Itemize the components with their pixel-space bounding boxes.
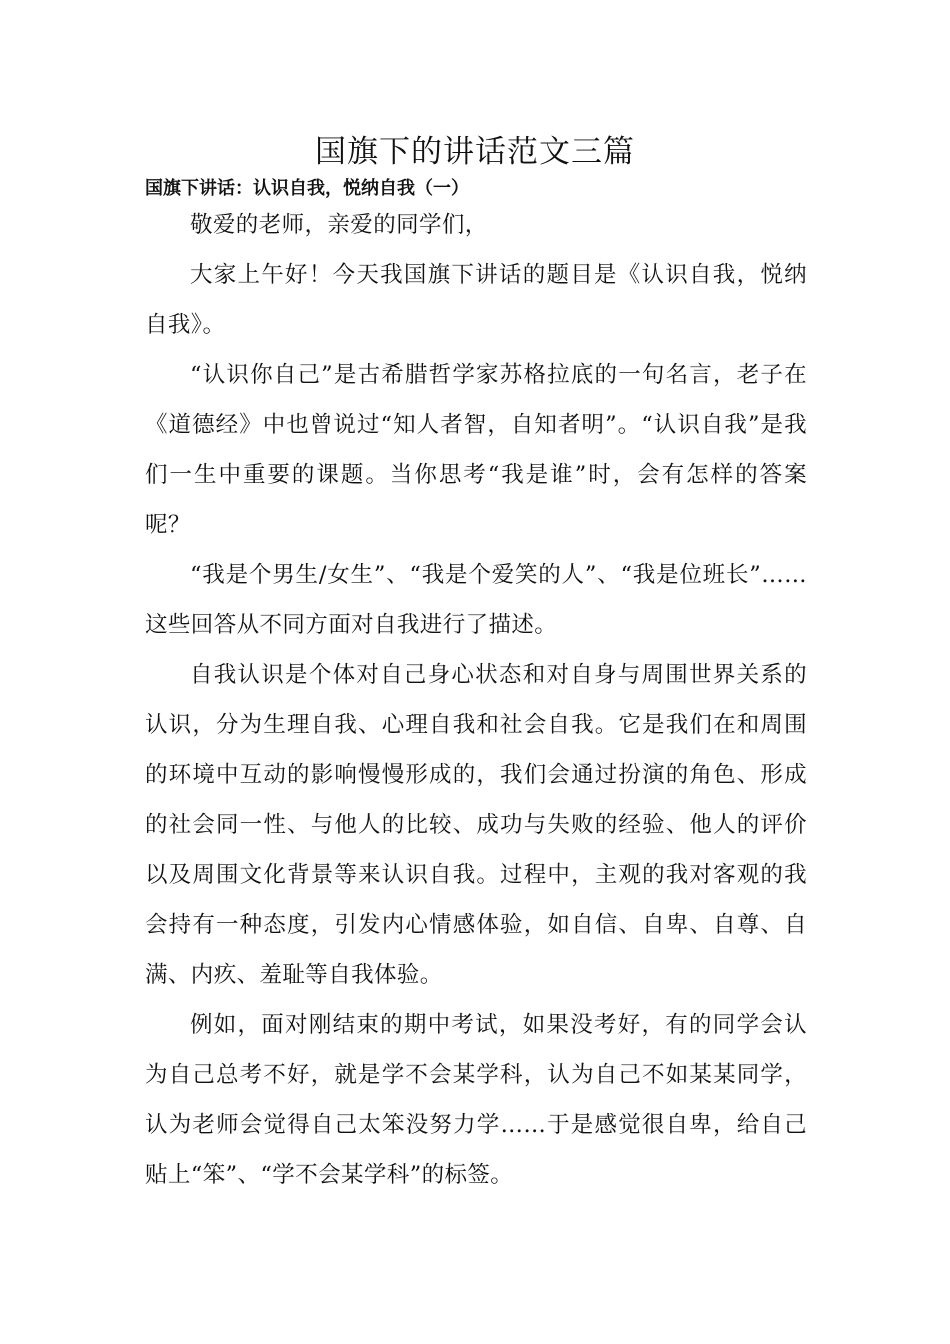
paragraph-greeting: 敬爱的老师，亲爱的同学们，	[190, 212, 488, 238]
paragraph-answers: “我是个男生/女生”、“我是个爱笑的人”、“我是位班长”……这些回答从不同方面对自我进行了描述。	[145, 562, 807, 638]
document-title: 国旗下的讲话范文三篇	[315, 134, 635, 170]
paragraph-example: 例如，面对刚结束的期中考试，如果没考好，有的同学会认为自己总考不好，就是学不会某学科，认为自己不如某某同学，认为老师会觉得自己太笨没努力学……于是感觉很自卑，给自己贴上“笨”、“学不会某学科”的标签。	[145, 1012, 807, 1188]
paragraph-intro: 大家上午好！今天我国旗下讲话的题目是《认识自我，悦纳自我》。	[145, 262, 807, 338]
paragraph-self-awareness: 自我认识是个体对自己身心状态和对自身与周围世界关系的认识，分为生理自我、心理自我和社会自我。它是我们在和周围的环境中互动的影响慢慢形成的，我们会通过扮演的角色、形成的社会同一性、与他人的比较、成功与失败的经验、他人的评价以及周围文化背景等来认识自我。过程中，主观的我对客观的我会持有一种态度，引发内心情感体验，如自信、自卑、自尊、自满、内疚、羞耻等自我体验。	[145, 662, 807, 988]
document-body	[145, 200, 807, 1200]
paragraph-quote: “认识你自己”是古希腊哲学家苏格拉底的一句名言，老子在《道德经》中也曾说过“知人者智，自知者明”。“认识自我”是我们一生中重要的课题。当你思考“我是谁”时，会有怎样的答案呢？	[145, 362, 807, 538]
section-heading: 国旗下讲话：认识自我，悦纳自我（一）	[145, 178, 469, 199]
